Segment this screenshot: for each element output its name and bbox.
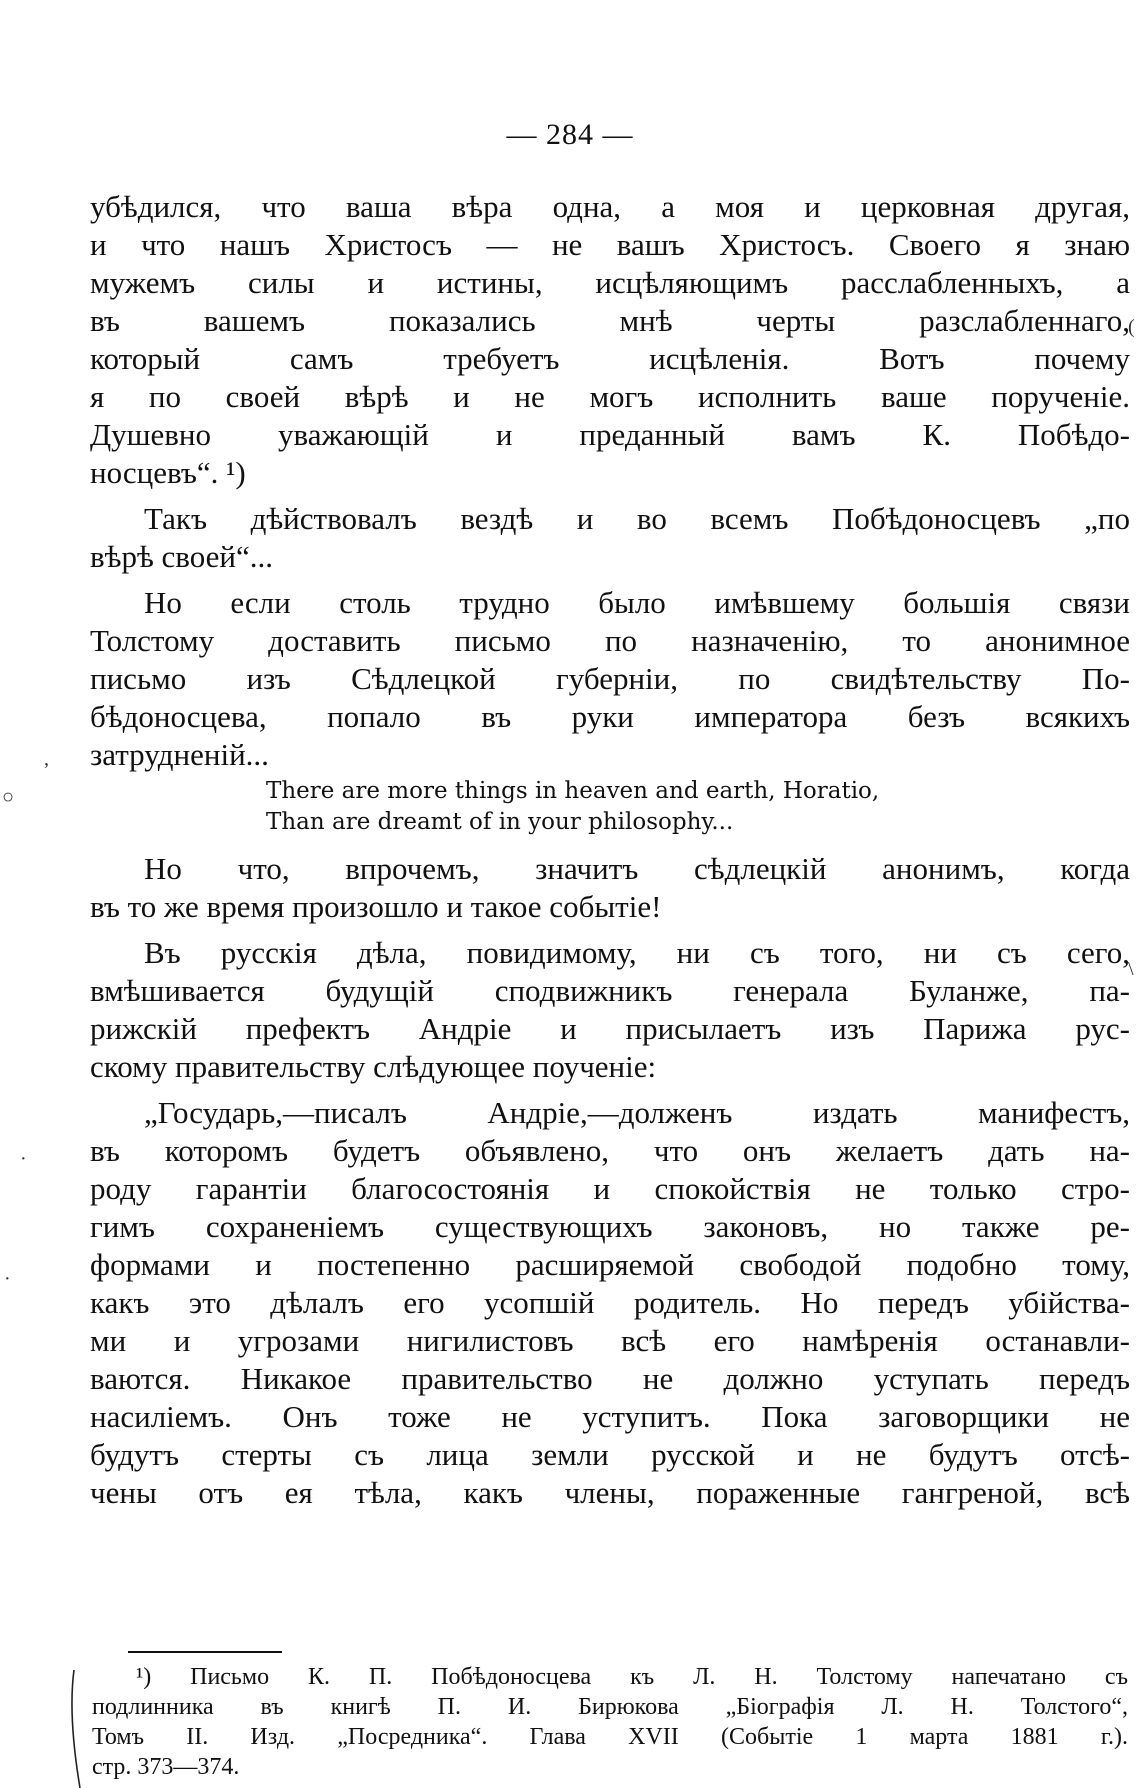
text-line: рижскій префектъ Андріе и присылаетъ изъ Парижа рус-: [90, 1011, 1130, 1046]
text-line: Въ русскія дѣла, повидимому, ни съ того, ни съ сего,: [144, 935, 1130, 970]
text-line: убѣдился, что ваша вѣра одна, а моя и церковная другая,: [90, 189, 1130, 224]
text-line: я по своей вѣрѣ и не могъ исполнить ваше порученіе.: [90, 379, 1130, 414]
text-line: носцевъ“. ¹): [90, 455, 246, 490]
text-line: стр. 373—374.: [92, 1754, 240, 1780]
text-block-1: [90, 188, 1130, 774]
footnotes: [92, 1662, 1128, 1782]
text-line: гимъ сохраненіемъ существующихъ законовъ, но также ре-: [90, 1209, 1130, 1244]
margin-mark: (: [1128, 316, 1135, 338]
page-number: — 284 —: [506, 118, 634, 151]
text-line: вмѣшивается будущій сподвижникъ генерала Буланже, па-: [90, 973, 1130, 1008]
text-line: ваются. Никакое правительство не должно уступать передъ: [90, 1361, 1130, 1396]
text-line: какъ это дѣлалъ его усопшій родитель. Но передъ убійства-: [90, 1285, 1130, 1320]
text-line: который самъ требуетъ исцѣленія. Вотъ почему: [90, 341, 1130, 376]
text-line: Толстому доставить письмо по назначенію, то анонимное: [90, 623, 1130, 658]
text-line: насиліемъ. Онъ тоже не уступитъ. Пока заговорщики не: [90, 1399, 1130, 1434]
margin-mark: ,: [44, 748, 49, 770]
main-text: [90, 188, 1130, 1512]
epigraph-quote: [90, 776, 1130, 838]
text-line: въ которомъ будетъ объявлено, что онъ желаетъ дать на-: [90, 1133, 1130, 1168]
text-line: письмо изъ Сѣдлецкой губерніи, по свидѣтельству По-: [90, 661, 1130, 696]
text-line: формами и постепенно расширяемой свободой подобно тому,: [90, 1247, 1130, 1282]
text-block-2: [90, 850, 1130, 1512]
margin-pencil-mark: [68, 1670, 92, 1788]
text-line: будутъ стерты съ лица земли русской и не будутъ отсѣ-: [90, 1437, 1130, 1472]
text-line: скому правительству слѣдующее поученіе:: [90, 1049, 657, 1084]
text-line: Но что, впрочемъ, значитъ сѣдлецкій анонимъ, когда: [144, 851, 1130, 886]
text-line: Но если столь трудно было имѣвшему большія связи: [144, 585, 1130, 620]
text-line: и что нашъ Христосъ — не вашъ Христосъ. Своего я знаю: [90, 227, 1130, 262]
margin-mark: ○: [2, 786, 15, 808]
text-line: вѣрѣ своей“...: [90, 539, 273, 574]
text-line: Такъ дѣйствовалъ вездѣ и во всемъ Побѣдоносцевъ „по: [144, 501, 1130, 536]
text-line: въ то же время произошло и такое событіе!: [90, 889, 662, 924]
text-line: ми и угрозами нигилистовъ всѣ его намѣренія останавли-: [90, 1323, 1130, 1358]
text-line: Томъ II. Изд. „Посредника“. Глава XVII (Событіе 1 марта 1881 г.).: [92, 1724, 1128, 1750]
text-line: мужемъ силы и истины, исцѣляющимъ расслабленныхъ, а: [90, 265, 1130, 300]
text-line: Душевно уважающій и преданный вамъ К. Побѣдо-: [90, 417, 1130, 452]
margin-mark: ·: [20, 1148, 27, 1170]
text-line: „Государь,—писалъ Андріе,—долженъ издать манифестъ,: [144, 1095, 1130, 1130]
text-line: чены отъ ея тѣла, какъ члены, пораженные гангреной, всѣ: [90, 1475, 1130, 1510]
margin-mark: ·: [4, 1268, 11, 1290]
text-line: бѣдоносцева, попало въ руки императора безъ всякихъ: [90, 699, 1130, 734]
text-line: ¹) Письмо К. П. Побѣдоносцева къ Л. Н. Толстому напечатано съ: [136, 1664, 1128, 1690]
footnote-divider: [128, 1651, 282, 1653]
quote-line: Than are dreamt of in your philosophy...: [266, 809, 734, 835]
text-line: роду гарантіи благосостоянія и спокойствія не только стро-: [90, 1171, 1130, 1206]
text-line: подлинника въ книгѣ П. И. Бирюкова „Біографія Л. Н. Толстого“,: [92, 1694, 1128, 1720]
quote-line: There are more things in heaven and earth, Horatio,: [266, 778, 880, 804]
margin-mark: \: [1128, 958, 1134, 980]
text-line: въ вашемъ показались мнѣ черты разслабленнаго,: [90, 303, 1130, 338]
text-line: затрудненій...: [90, 737, 269, 772]
